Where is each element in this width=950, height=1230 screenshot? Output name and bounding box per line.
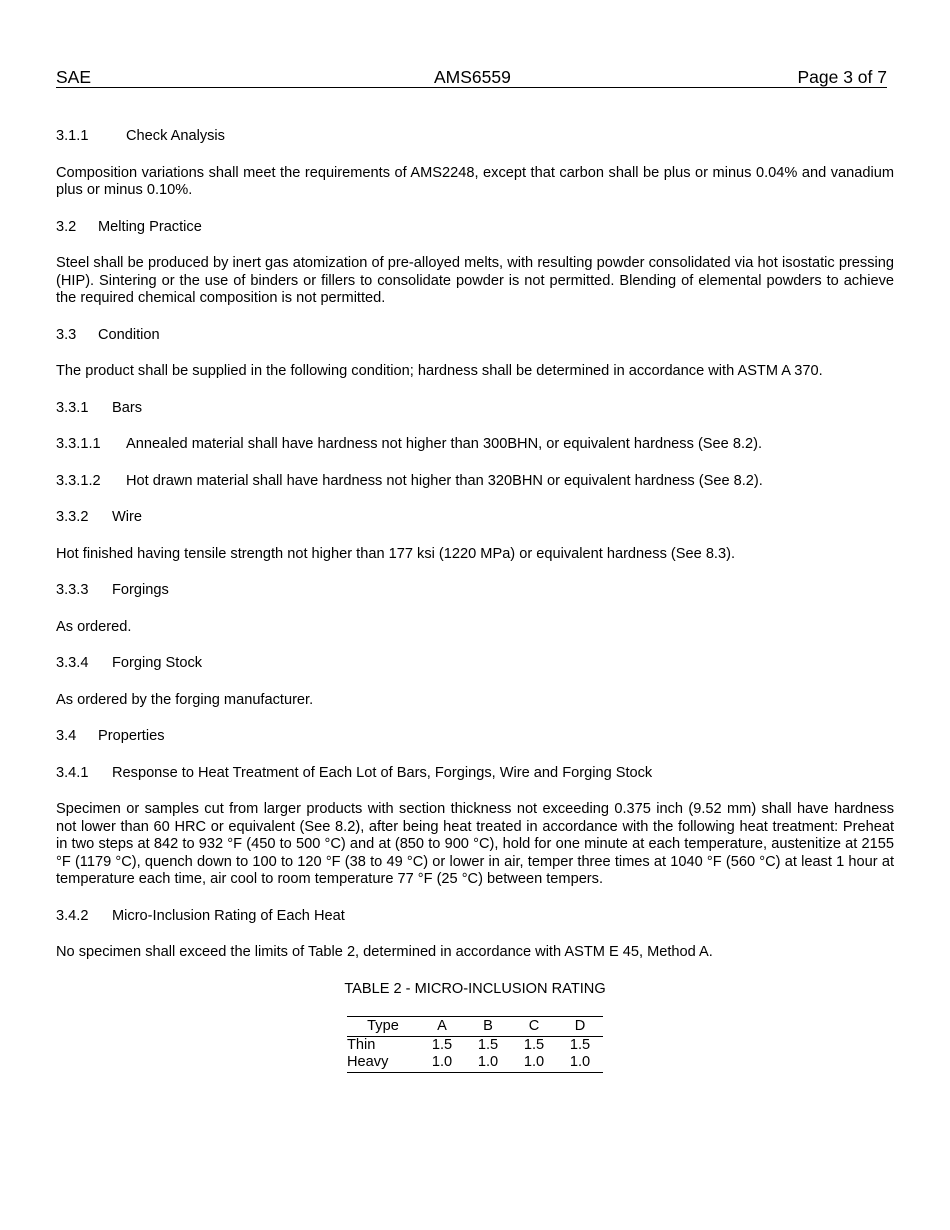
section-heading-3-3 — [56, 327, 894, 345]
section-heading-3-3-1-1 — [56, 436, 894, 454]
section-title: Annealed material shall have hardness not higher than 300BHN, or equivalent hardness (See 8.2). — [126, 436, 763, 452]
section-number: 3.2 — [56, 218, 77, 235]
section-number: 3.1.1 — [56, 128, 89, 144]
paragraph-melting-practice: Steel shall be produced by inert gas atomization of pre-alloyed melts, with resulting powder consolidated via hot isostatic pressing (HIP). Sintering or the use of binders or fillers to consolidate powder is not permitted. Blending of elemental powders to achieve the required chemical composition is not permitted. — [56, 255, 894, 306]
section-heading-3-3-3 — [56, 582, 894, 600]
column-header: D — [557, 1017, 603, 1037]
paragraph-micro-inclusion: No specimen shall exceed the limits of Table 2, determined in accordance with ASTM E 45, Method A. — [56, 944, 713, 960]
table-title: TABLE 2 - MICRO-INCLUSION RATING — [344, 980, 606, 997]
paragraph-check-analysis: Composition variations shall meet the requirements of AMS2248, except that carbon shall be plus or minus 0.04% and vanadium plus or minus 0.10%. — [56, 164, 894, 198]
table-row — [347, 1054, 603, 1072]
section-number: 3.3.3 — [56, 582, 89, 598]
table-header-row — [347, 1017, 603, 1037]
table-cell: 1.5 — [431, 1036, 453, 1053]
section-title: Response to Heat Treatment of Each Lot of Bars, Forgings, Wire and Forging Stock — [112, 764, 653, 781]
paragraph-wire: Hot finished having tensile strength not higher than 177 ksi (1220 MPa) or equivalent hardness (See 8.3). — [56, 545, 736, 562]
section-number: 3.3 — [56, 326, 77, 343]
table-cell: 1.5 — [569, 1036, 591, 1053]
section-number: 3.3.4 — [56, 655, 89, 671]
section-heading-3-3-1-2 — [56, 473, 894, 491]
paragraph-heat-treatment: Specimen or samples cut from larger products with section thickness not exceeding 0.375 inch (9.52 mm) shall have hardness not lower than 60 HRC or equivalent (See 8.2), after being heat treated in accordance with the following heat treatment: Preheat in two steps at 842 to 932 °F (450 to 500 °C) and at (850 to 900 °C), hold for one minute at each temperature, austenitize at 2155 °F (1179 °C), quench down to 100 to 120 °F (38 to 49 °C) or lower in air, temper three times at 1040 °F (560 °C) at least 1 hour at temperature each time, air cool to room temperature 77 °F (25 °C) between tempers. — [56, 801, 894, 887]
section-number: 3.4.2 — [56, 907, 89, 924]
header-page-number: Page 3 of 7 — [797, 67, 887, 87]
micro-inclusion-table-block — [56, 981, 894, 1073]
column-header: B — [465, 1017, 511, 1037]
micro-inclusion-table — [347, 1016, 603, 1073]
section-heading-3-3-1 — [56, 400, 894, 418]
section-title: Hot drawn material shall have hardness not higher than 320BHN or equivalent hardness (See 8.2). — [126, 472, 763, 489]
page-header — [56, 67, 887, 88]
table-cell: 1.0 — [477, 1054, 499, 1070]
table-cell: 1.5 — [523, 1036, 545, 1053]
section-title: Properties — [98, 728, 165, 744]
column-header: C — [511, 1017, 557, 1037]
section-heading-3-3-2 — [56, 509, 894, 527]
section-title: Forging Stock — [112, 655, 203, 671]
section-number: 3.4 — [56, 728, 77, 744]
column-header: A — [419, 1017, 465, 1037]
section-number: 3.3.1.1 — [56, 436, 101, 452]
table-cell: 1.5 — [477, 1036, 499, 1053]
paragraph-forging-stock: As ordered by the forging manufacturer. — [56, 691, 314, 708]
table-cell: Thin — [347, 1036, 376, 1053]
table-cell: 1.0 — [569, 1054, 591, 1070]
table-cell: 1.0 — [523, 1054, 545, 1070]
table-row — [347, 1036, 603, 1054]
section-number: 3.3.1.2 — [56, 472, 101, 489]
section-number: 3.4.1 — [56, 764, 89, 781]
section-number: 3.3.2 — [56, 509, 89, 525]
section-heading-3-1-1 — [56, 128, 894, 146]
section-title: Forgings — [112, 582, 169, 598]
section-heading-3-4-1 — [56, 765, 894, 783]
paragraph-condition: The product shall be supplied in the following condition; hardness shall be determined in accordance with ASTM A 370. — [56, 363, 823, 379]
table-cell: Heavy — [347, 1054, 389, 1070]
section-title: Condition — [98, 326, 160, 343]
section-heading-3-3-4 — [56, 655, 894, 673]
column-header: Type — [347, 1017, 419, 1037]
section-title: Wire — [112, 509, 142, 525]
document-body — [56, 128, 894, 1073]
section-title: Melting Practice — [98, 218, 202, 235]
section-heading-3-4 — [56, 728, 894, 746]
section-title: Check Analysis — [126, 128, 225, 144]
header-doc-number: AMS6559 — [434, 67, 511, 87]
section-number: 3.3.1 — [56, 399, 89, 416]
section-title: Bars — [112, 399, 143, 416]
paragraph-forgings: As ordered. — [56, 618, 132, 635]
section-title: Micro-Inclusion Rating of Each Heat — [112, 907, 345, 924]
section-heading-3-2 — [56, 219, 894, 237]
table-cell: 1.0 — [431, 1054, 453, 1070]
section-heading-3-4-2 — [56, 908, 894, 926]
header-org: SAE — [56, 67, 92, 87]
